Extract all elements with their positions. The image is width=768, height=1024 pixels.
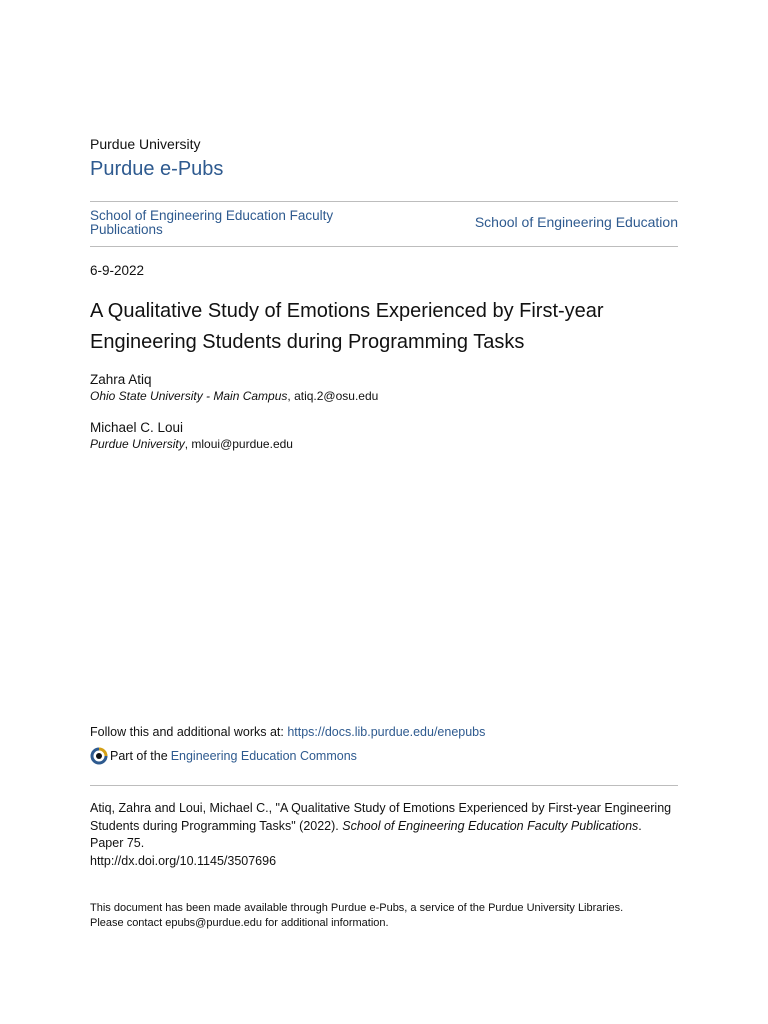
creative-commons-logo-icon <box>90 747 108 765</box>
follow-line <box>90 725 485 739</box>
divider-citation <box>90 785 678 786</box>
notice-line-2: Please contact epubs@purdue.edu for additional information. <box>90 916 389 929</box>
author-block-1 <box>90 372 378 403</box>
author-email: , atiq.2@osu.edu <box>287 389 379 403</box>
author-name: Zahra Atiq <box>90 372 152 387</box>
follow-prefix: Follow this and additional works at: <box>90 725 288 739</box>
citation-text: Atiq, Zahra and Loui, Michael C., "A Qualitative Study of Emotions Experienced by First-year Engineering Students during Programming Tasks" (2022). <box>90 801 672 833</box>
department-link[interactable]: School of Engineering Education <box>474 214 678 230</box>
divider-bottom <box>90 246 678 247</box>
citation-block <box>90 800 678 870</box>
part-of-prefix: Part of the <box>110 749 168 763</box>
affiliation-name: Ohio State University - Main Campus <box>90 389 288 403</box>
citation-journal: School of Engineering Education Faculty Publications <box>342 818 639 833</box>
author-name: Michael C. Loui <box>90 420 184 435</box>
collection-link[interactable]: School of Engineering Education Faculty Publications <box>90 208 334 237</box>
part-of-line <box>90 747 357 765</box>
citation-paper: Paper 75. <box>90 836 145 850</box>
notice-line-1: This document has been made available through Purdue e-Pubs, a service of the Purdue University Libraries. <box>90 902 624 914</box>
author-affiliation <box>90 389 378 403</box>
commons-link[interactable]: Engineering Education Commons <box>170 749 357 763</box>
citation-after-journal: . <box>638 818 642 833</box>
repository-link[interactable]: Purdue e-Pubs <box>90 158 224 180</box>
citation-doi: http://dx.doi.org/10.1145/3507696 <box>90 853 277 868</box>
institution-name: Purdue University <box>90 136 201 152</box>
divider-top <box>90 201 678 202</box>
article-title: A Qualitative Study of Emotions Experienced by First-year Engineering Students during Programming Tasks <box>90 300 604 353</box>
publication-date: 6-9-2022 <box>90 263 145 278</box>
author-block-2 <box>90 420 293 451</box>
affiliation-name: Purdue University <box>90 437 185 451</box>
follow-url-link[interactable]: https://docs.lib.purdue.edu/enepubs <box>287 725 486 739</box>
author-affiliation <box>90 437 293 451</box>
author-email: , mloui@purdue.edu <box>184 437 293 451</box>
availability-notice <box>90 901 678 930</box>
